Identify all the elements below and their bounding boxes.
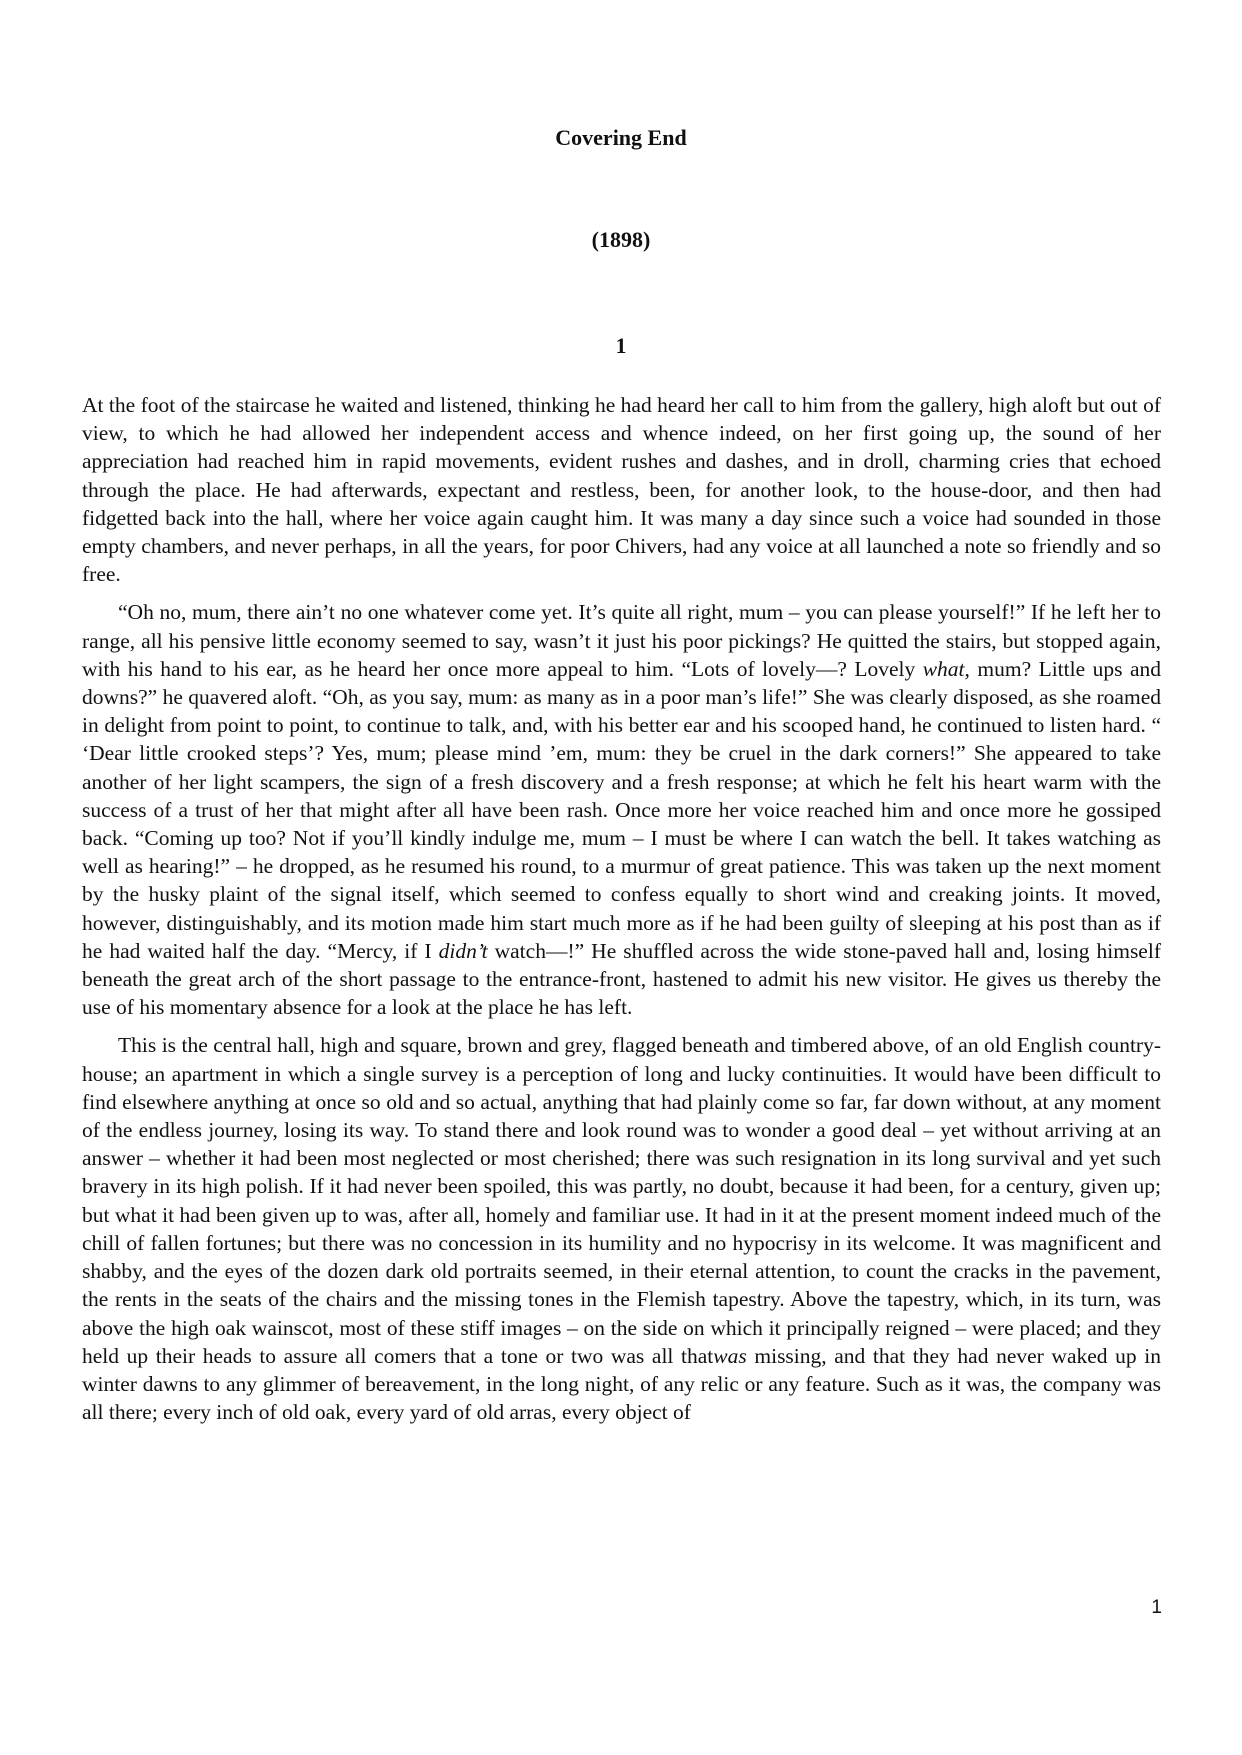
- paragraph-2-part-1: “Oh no, mum, there ain’t no one whatever come yet. It’s quite all right, mum – you can please yourself!” If he left her to range, all his pensive little economy seemed to say, wasn’t it just his poor pickings? He quitted the stairs, but stopped again, with his hand to his ear, as he heard her once more appeal to him. “Lots of lovely—? Lovely: [82, 600, 1161, 681]
- publication-year: (1898): [591, 227, 651, 252]
- paragraph-2-part-3: watch—!” He shuffled across the wide stone-paved hall and, losing himself beneath the great arch of the short passage to the entrance-front, hastened to admit his new visitor. He gives us thereby the use of his momentary absence for a look at the place he has left.: [82, 938, 1161, 1020]
- paragraph-3-part-1: This is the central hall, high and square, brown and grey, flagged beneath and timbered above, of an old English country-house; an apartment in which a single survey is a perception of long and lucky continuities. It would have been difficult to find elsewhere anything at once so old and so actual, anything that had plainly come so far, far down without, at any moment of the endless journey, losing its way. To stand there and look round was to wonder a good deal – yet without arriving at an answer – whether it had been most neglected or most cherished; there was such resignation in its long survival and yet such bravery in its high polish. If it had never been spoiled, this was partly, no doubt, because it had been, for a century, given up; but what it had been given up to was, after all, homely and familiar use. It had in it at the present moment indeed much of the chill of fallen fortunes; but there was no concession in its humility and no hypocrisy in its welcome. It was magnificent and shabby, and the eyes of the dozen dark old portraits seemed, in their eternal attention, to count the cracks in the pavement, the rents in the seats of the chairs and the missing tones in the Flemish tapestry. Above the tapestry, which, in its turn, was above the high oak wainscot, most of these stiff images – on the side on which it principally reigned – were placed; and they held up their heads to assure all comers that a tone or two was all that: [82, 1033, 1161, 1368]
- paragraph-3: [82, 1031, 1161, 1426]
- paragraph-3-emphasis-1: was: [713, 1343, 747, 1368]
- page-number: 1: [1151, 1597, 1162, 1618]
- paragraph-1: At the foot of the staircase he waited and listened, thinking he had heard her call to him from the gallery, high aloft but out of view, to which he had allowed her independent access and whence indeed, on her first going up, the sound of her appreciation had reached him in rapid movements, evident rushes and dashes, and in droll, charming cries that echoed through the place. He had afterwards, expectant and restless, been, for another look, to the house-door, and then had fidgetted back into the hall, where her voice again caught him. It was many a day since such a voice had sounded in those empty chambers, and never perhaps, in all the years, for poor Chivers, had any voice at all launched a note so friendly and so free.: [82, 393, 1161, 587]
- paragraph-2: [82, 598, 1161, 1021]
- chapter-number: 1: [615, 333, 627, 358]
- paragraph-2-emphasis-2: didn’t: [438, 938, 488, 963]
- paragraph-2-part-2: , mum? Little ups and downs?” he quavered aloft. “Oh, as you say, mum: as many as in a poor man’s life!” She was clearly disposed, as she roamed in delight from point to point, to continue to talk, and, with his better ear and his scooped hand, he continued to listen hard. “ ‘Dear little crooked steps’? Yes, mum; please mind ’em, mum: they be cruel in the dark corners!” She appeared to take another of her light scampers, the sign of a fresh discovery and a fresh response; at which he felt his heart warm with the success of a trust of her that might after all have been rash. Once more her voice reached him and once more he gossiped back. “Coming up too? Not if you’ll kindly indulge me, mum – I must be where I can watch the bell. It takes watching as well as hearing!” – he dropped, as he resumed his round, to a murmur of great patience. This was taken up the next moment by the husky plaint of the signal itself, which seemed to confess equally to short wind and creaking joints. It moved, however, distinguishably, and its motion made him start much more as if he had been guilty of sleeping at his post than as if he had waited half the day. “Mercy, if I: [82, 656, 1161, 963]
- document-title: Covering End: [555, 125, 687, 150]
- paragraph-3-part-2: missing, and that they had never waked up in winter dawns to any glimmer of bereavement, in the long night, of any relic or any feature. Such as it was, the company was all there; every inch of old oak, every yard of old arras, every object of: [82, 1343, 1161, 1425]
- body-text: [82, 391, 1161, 1426]
- paragraph-2-emphasis-1: what: [922, 656, 965, 681]
